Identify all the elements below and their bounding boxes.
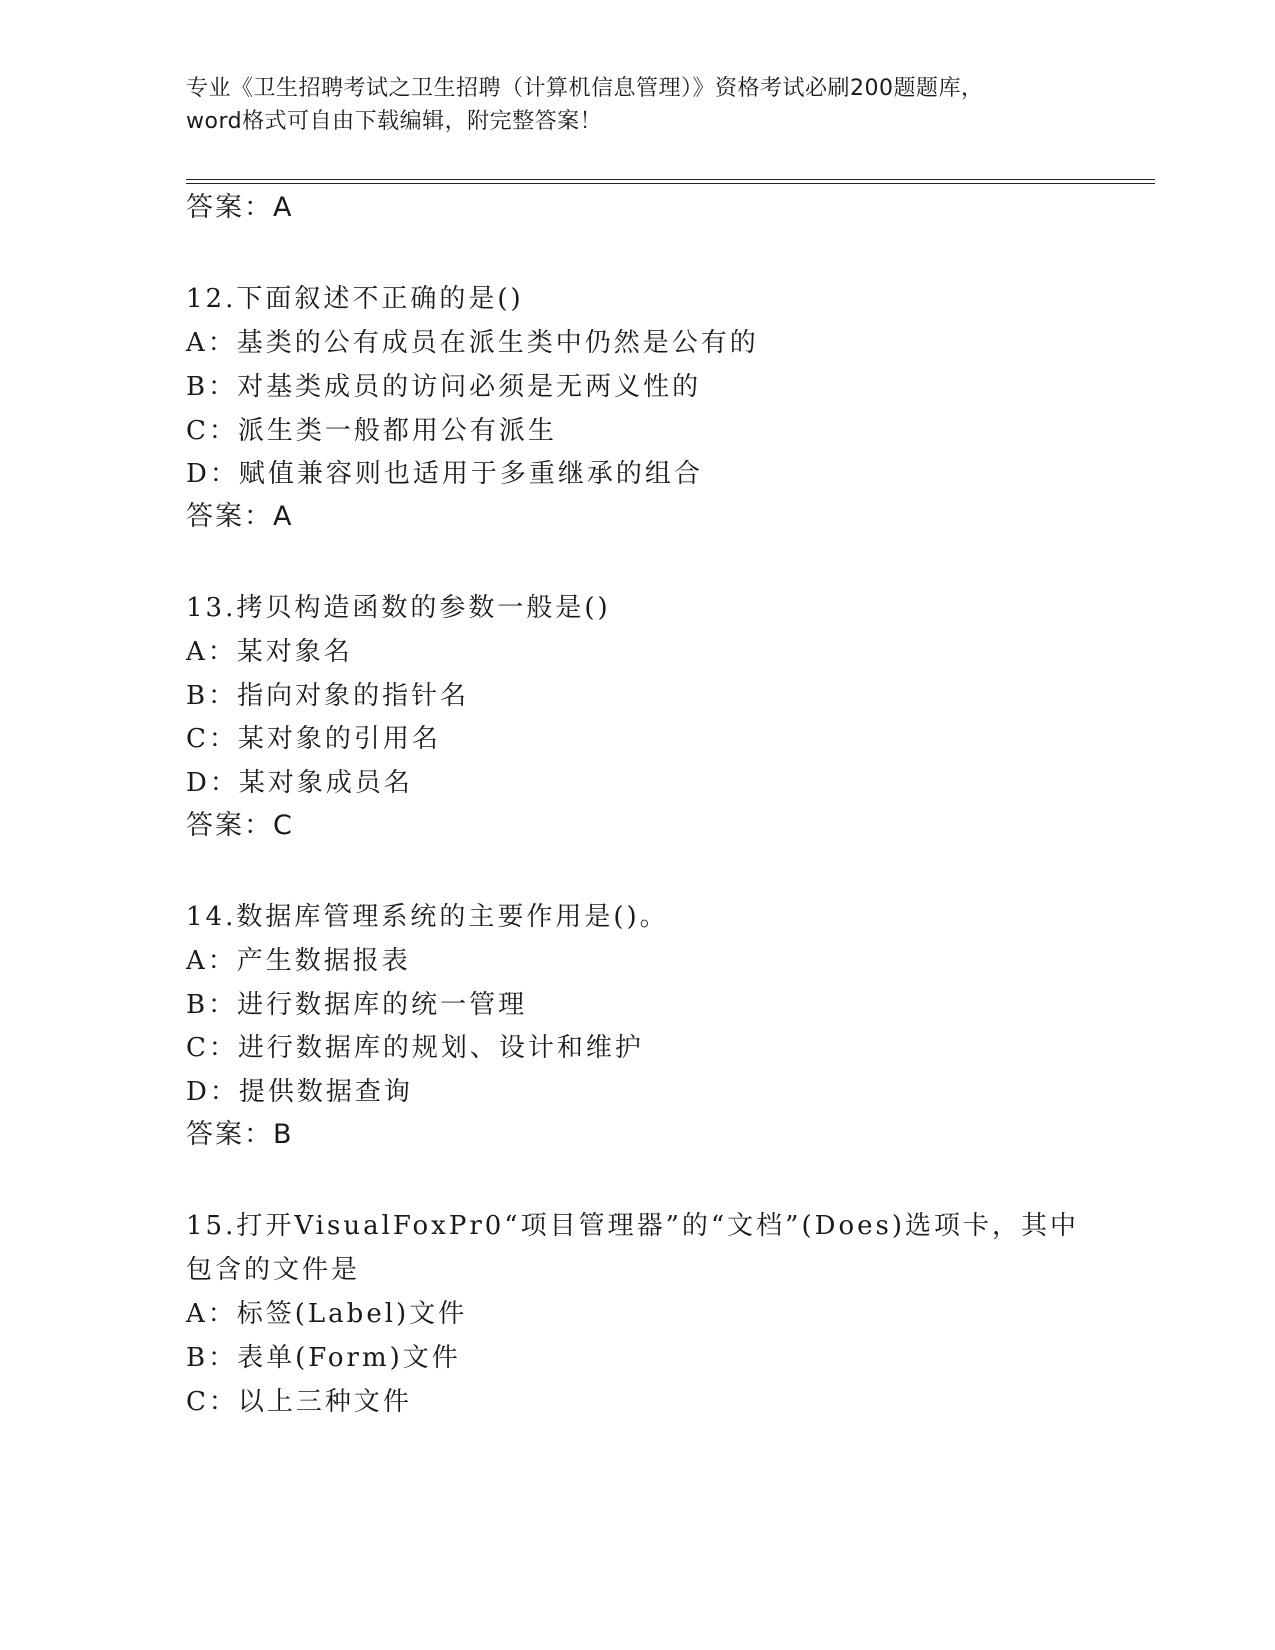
- q13-option-a: A：某对象名: [186, 637, 353, 667]
- q14-answer: 答案：B: [186, 1119, 294, 1150]
- q12-option-d: D：赋值兼容则也适用于多重继承的组合: [186, 459, 703, 489]
- header-line-2: word格式可自由下载编辑，附完整答案！: [186, 109, 603, 134]
- header-divider-top: [186, 179, 1155, 180]
- q13-option-d: D：某对象成员名: [186, 768, 413, 798]
- question-13: 13.拷贝构造函数的参数一般是(): [186, 593, 611, 623]
- question-15-line-2: 包含的文件是: [186, 1255, 361, 1285]
- q14-option-a: A：产生数据报表: [186, 946, 411, 976]
- q14-option-b: B：进行数据库的统一管理: [186, 990, 528, 1020]
- q14-option-d: D：提供数据查询: [186, 1077, 413, 1107]
- page-header: [186, 72, 1086, 138]
- q12-option-c: C：派生类一般都用公有派生: [186, 416, 557, 446]
- q13-option-c: C：某对象的引用名: [186, 724, 441, 754]
- answer-prev: 答案：A: [186, 192, 294, 223]
- q14-option-c: C：进行数据库的规划、设计和维护: [186, 1033, 644, 1063]
- q15-option-c: C：以上三种文件: [186, 1387, 412, 1417]
- header-divider-bottom: [186, 183, 1155, 184]
- q12-option-b: B：对基类成员的访问必须是无两义性的: [186, 372, 702, 402]
- q12-answer: 答案：A: [186, 501, 294, 532]
- q13-option-b: B：指向对象的指针名: [186, 681, 470, 711]
- question-12: 12.下面叙述不正确的是(): [186, 284, 524, 314]
- question-15-line-1: 15.打开VisualFoxPr0“项目管理器”的“文档”(Does)选项卡，其中: [186, 1211, 1079, 1241]
- q13-answer: 答案：C: [186, 810, 294, 841]
- q15-option-b: B：表单(Form)文件: [186, 1343, 461, 1373]
- q15-option-a: A：标签(Label)文件: [186, 1299, 468, 1329]
- question-14: 14.数据库管理系统的主要作用是()。: [186, 902, 669, 932]
- header-line-1: 专业《卫生招聘考试之卫生招聘（计算机信息管理）》资格考试必刷200题题库，: [186, 76, 984, 101]
- q12-option-a: A：基类的公有成员在派生类中仍然是公有的: [186, 328, 759, 358]
